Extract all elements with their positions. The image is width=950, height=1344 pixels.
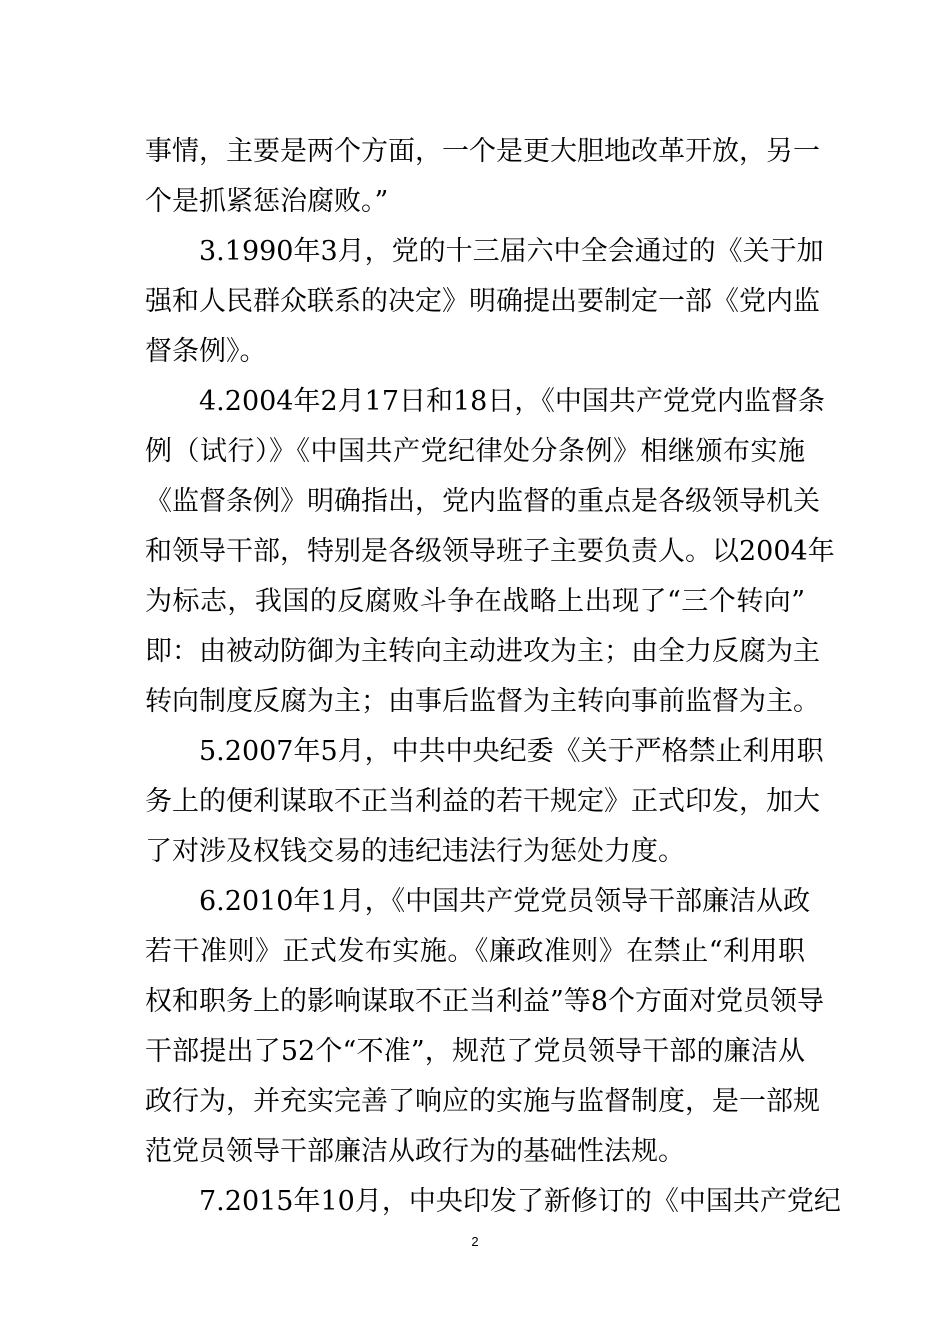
text-line: 务上的便利谋取不正当利益的若干规定》正式印发，加大 [145, 786, 820, 817]
text-line: 5.2007年5月，中共中央纪委《关于严格禁止利用职 [199, 736, 824, 767]
text-line: 3.1990年3月，党的十三届六中全会通过的《关于加 [199, 236, 824, 267]
text-line: 督条例》。 [145, 336, 267, 367]
text-line: 若干准则》正式发布实施。《廉政准则》在禁止“利用职 [145, 936, 805, 967]
text-line: 范党员领导干部廉洁从政行为的基础性法规。 [145, 1136, 685, 1167]
text-line: 强和人民群众联系的决定》明确提出要制定一部《党内监 [145, 286, 820, 317]
text-line: 权和职务上的影响谋取不正当利益”等8个方面对党员领导 [145, 986, 824, 1017]
text-line: 6.2010年1月，《中国共产党党员领导干部廉洁从政 [199, 886, 811, 917]
text-line: 4.2004年2月17日和18日，《中国共产党党内监督条 [199, 386, 825, 417]
text-line: 干部提出了52个“不准”，规范了党员领导干部的廉洁从 [145, 1036, 805, 1067]
text-line: 7.2015年10月，中央印发了新修订的《中国共产党纪 [199, 1186, 841, 1217]
text-line: 为标志，我国的反腐败斗争在战略上出现了“三个转向” [145, 586, 805, 617]
text-line: 个是抓紧惩治腐败。” [145, 186, 389, 217]
text-line: 转向制度反腐为主；由事后监督为主转向事前监督为主。 [145, 686, 820, 717]
text-line: 例（试行）》《中国共产党纪律处分条例》相继颁布实施 [145, 436, 805, 467]
text-line: 了对涉及权钱交易的违纪违法行为惩处力度。 [145, 836, 685, 867]
page-number: 2 [471, 1234, 479, 1249]
text-line: 政行为，并充实完善了响应的实施与监督制度，是一部规 [145, 1086, 820, 1117]
text-line: 《监督条例》明确指出，党内监督的重点是各级领导机关 [145, 486, 820, 517]
text-line: 即：由被动防御为主转向主动进攻为主；由全力反腐为主 [145, 636, 820, 667]
text-line: 事情，主要是两个方面，一个是更大胆地改革开放，另一 [145, 136, 820, 167]
text-line: 和领导干部，特别是各级领导班子主要负责人。以2004年 [145, 536, 835, 567]
